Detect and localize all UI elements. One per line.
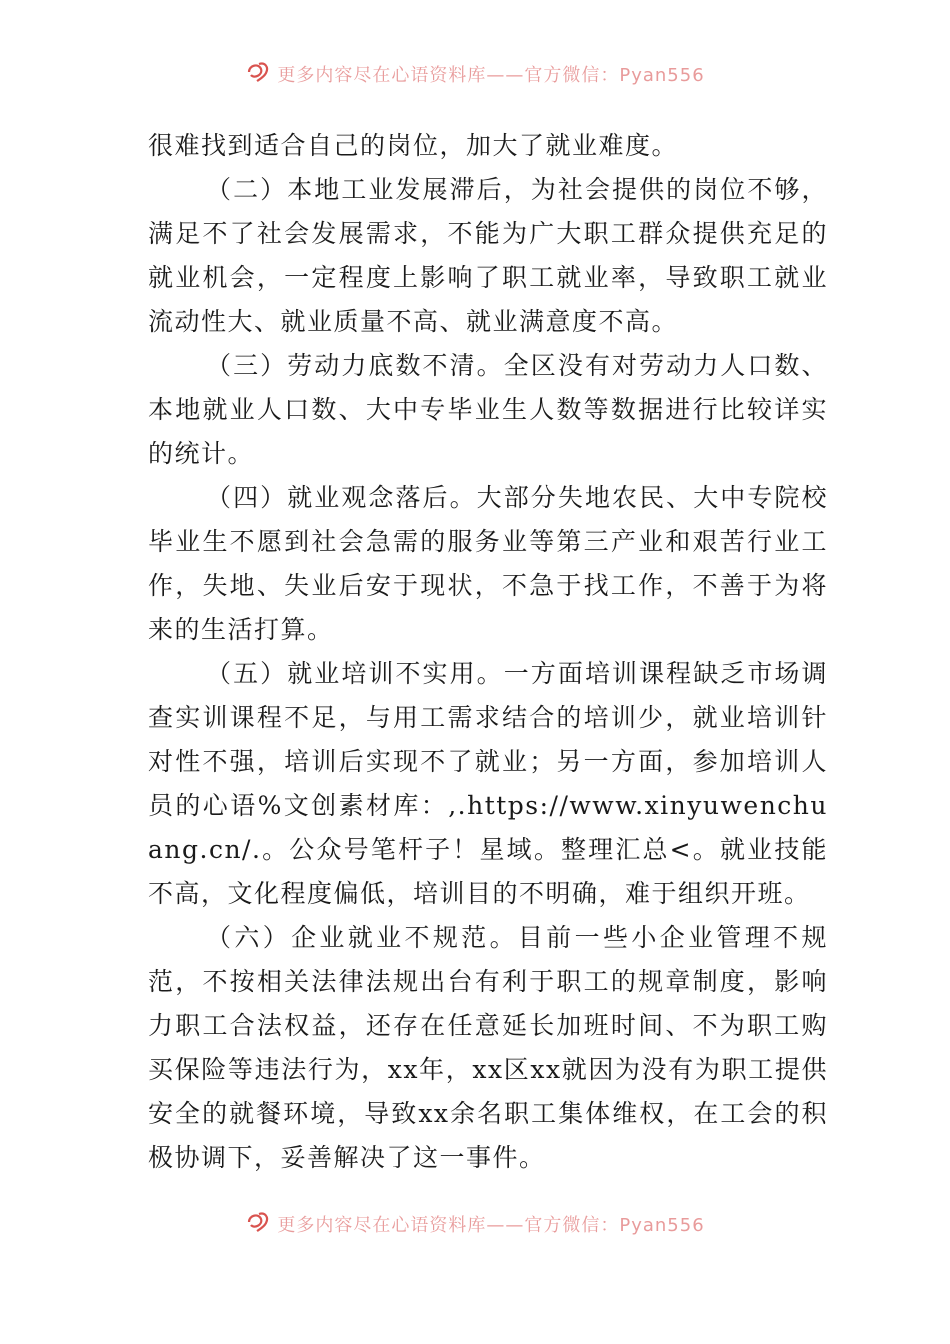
logo-icon (245, 1210, 271, 1232)
document-body (148, 124, 828, 1180)
paragraph: （四）就业观念落后。大部分失地农民、大中专院校毕业生不愿到社会急需的服务业等第三产业和艰苦行业工作，失地、失业后安于现状，不急于找工作，不善于为将来的生活打算。 (148, 483, 828, 644)
logo-icon (245, 60, 271, 82)
watermark-text: 更多内容尽在心语资料库——官方微信：Pyan556 (277, 65, 705, 86)
paragraph: （二）本地工业发展滞后，为社会提供的岗位不够，满足不了社会发展需求，不能为广大职工群众提供充足的就业机会，一定程度上影响了职工就业率，导致职工就业流动性大、就业质量不高、就业满意度不高。 (148, 175, 828, 336)
watermark-text: 更多内容尽在心语资料库——官方微信：Pyan556 (277, 1215, 705, 1236)
paragraph: （三）劳动力底数不清。全区没有对劳动力人口数、本地就业人口数、大中专毕业生人数等数据进行比较详实的统计。 (148, 351, 828, 468)
paragraph: （五）就业培训不实用。一方面培训课程缺乏市场调查实训课程不足，与用工需求结合的培训少，就业培训针对性不强，培训后实现不了就业；另一方面，参加培训人员的心语%文创素材库：,.https://www.xinyuwenchuang.cn/.。公众号笔杆子！星域。整理汇总<。就业技能不高，文化程度偏低，培训目的不明确，难于组织开班。 (148, 659, 828, 908)
paragraph: （六）企业就业不规范。目前一些小企业管理不规范，不按相关法律法规出台有利于职工的规章制度，影响力职工合法权益，还存在任意延长加班时间、不为职工购买保险等违法行为，xx年，xx区xx就因为没有为职工提供安全的就餐环境，导致xx余名职工集体维权，在工会的积极协调下，妥善解决了这一事件。 (148, 923, 828, 1172)
paragraph: 很难找到适合自己的岗位，加大了就业难度。 (148, 131, 679, 160)
footer-watermark (0, 1206, 950, 1236)
header-watermark (0, 56, 950, 86)
